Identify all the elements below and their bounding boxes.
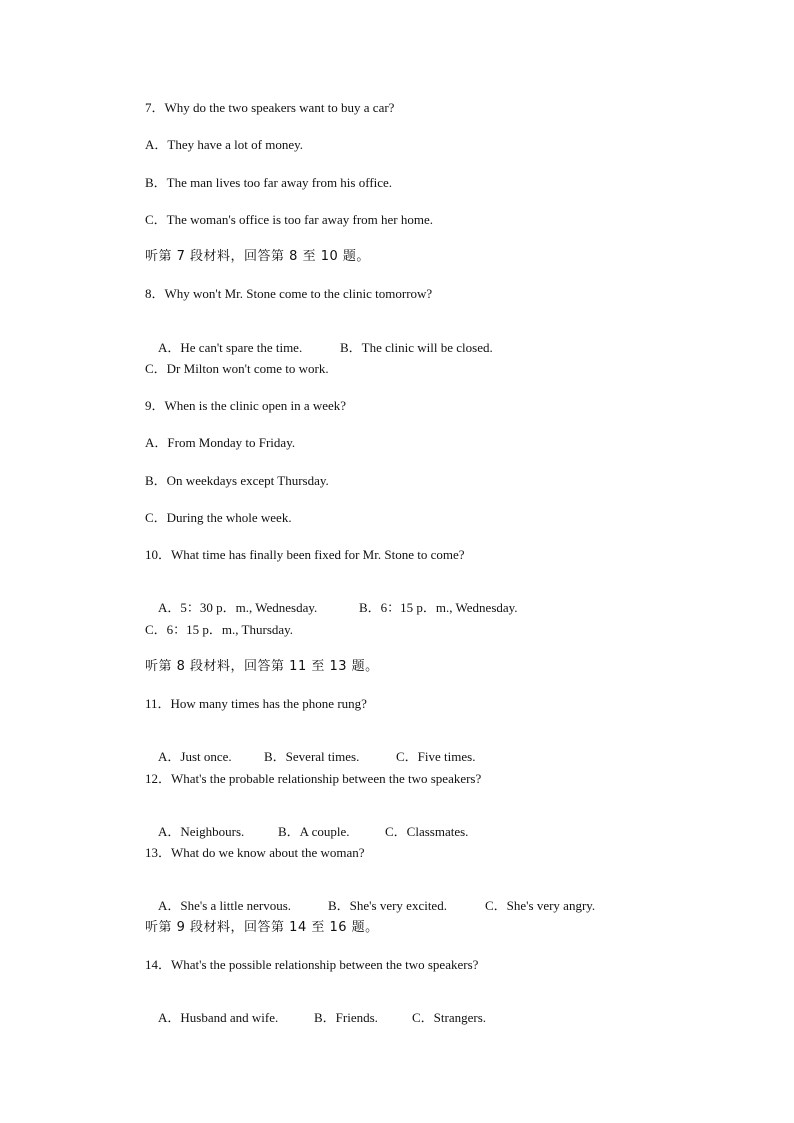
option-14a: A．Husband and wife. [158,1010,279,1025]
option-11a: A．Just once. [158,749,232,764]
option-12c: C．Classmates. [385,824,469,839]
question-12: 12．What's the probable relationship between the two speakers? [145,771,482,786]
option-11c: C．Five times. [396,749,476,764]
question-11: 11．How many times has the phone rung? [145,696,367,711]
question-10: 10．What time has finally been fixed for Mr. Stone to come? [145,547,465,562]
option-10a: A．5：30 p．m., Wednesday. [158,600,318,615]
option-14c: C．Strangers. [412,1010,487,1025]
question-7: 7．Why do the two speakers want to buy a car? [145,100,395,115]
option-13b: B．She's very excited. [328,898,447,913]
option-10c: C．6：15 p．m., Thursday. [145,622,294,637]
option-10b: B．6：15 p．m., Wednesday. [359,600,518,615]
section-heading-7: 听第 7 段材料，回答第 8 至 10 题。 [145,249,370,264]
option-8a: A．He can't spare the time. [158,340,303,355]
option-11b: B．Several times. [264,749,360,764]
section-heading-8: 听第 8 段材料，回答第 11 至 13 题。 [145,659,379,674]
option-9a: A．From Monday to Friday. [145,435,296,450]
option-8b: B．The clinic will be closed. [340,340,493,355]
option-13a: A．She's a little nervous. [158,898,292,913]
option-7a: A．They have a lot of money. [145,137,303,152]
section-heading-9: 听第 9 段材料，回答第 14 至 16 题。 [145,920,379,935]
option-9b: B．On weekdays except Thursday. [145,473,329,488]
question-8: 8．Why won't Mr. Stone come to the clinic tomorrow? [145,286,433,301]
option-8c: C．Dr Milton won't come to work. [145,361,329,376]
option-7c: C．The woman's office is too far away from her home. [145,212,434,227]
option-12b: B．A couple. [278,824,350,839]
option-9c: C．During the whole week. [145,510,292,525]
option-7b: B．The man lives too far away from his office. [145,175,393,190]
option-14b: B．Friends. [314,1010,378,1025]
question-13: 13．What do we know about the woman? [145,845,365,860]
question-14: 14．What's the possible relationship between the two speakers? [145,957,479,972]
options-14 [145,994,486,1042]
option-12a: A．Neighbours. [158,824,245,839]
question-9: 9．When is the clinic open in a week? [145,398,347,413]
option-13c: C．She's very angry. [485,898,596,913]
